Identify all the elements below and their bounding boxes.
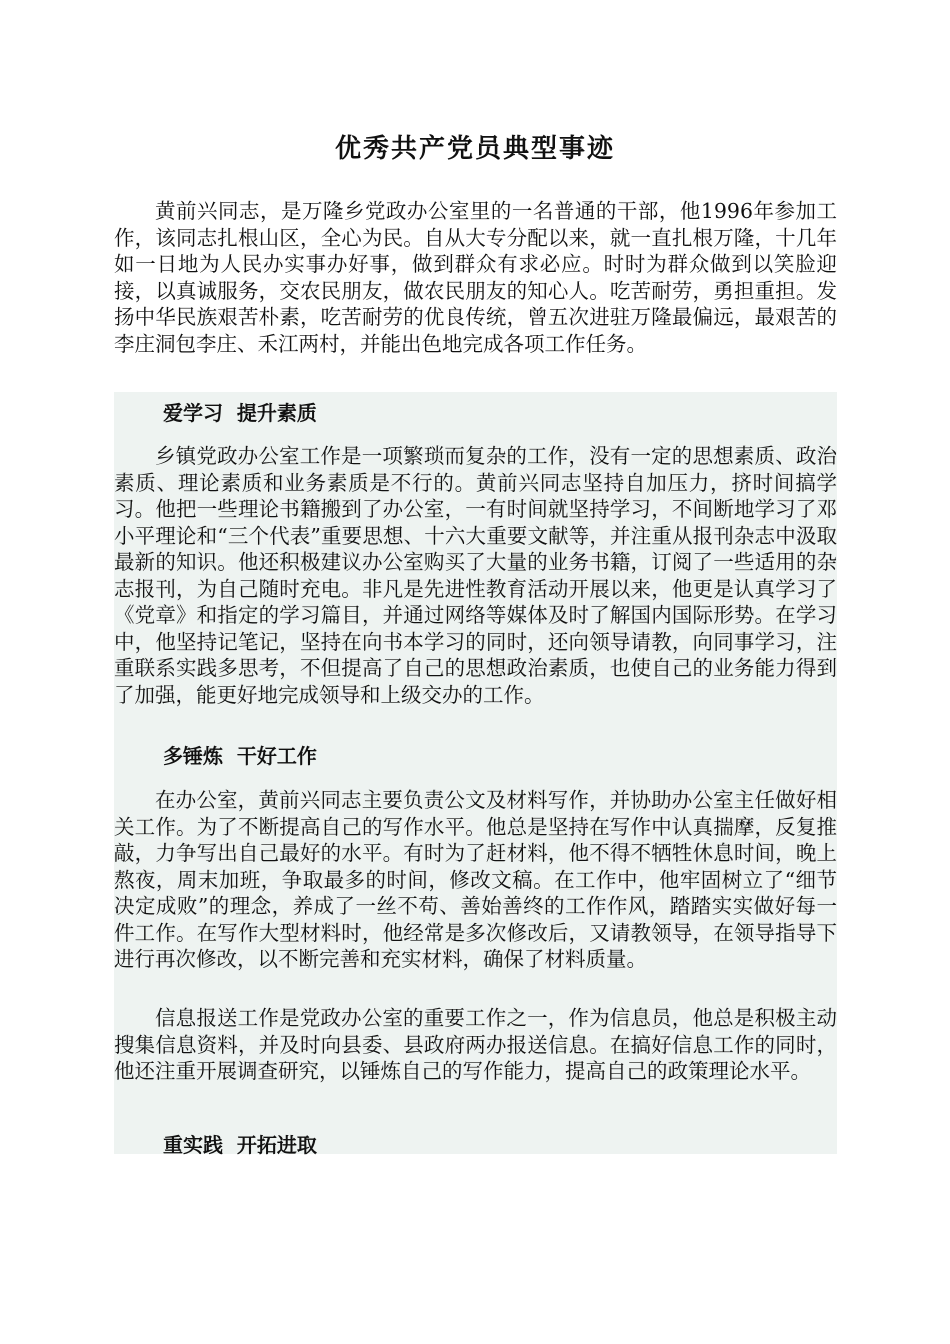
section-work-paragraph-2: 信息报送工作是党政办公室的重要工作之一，作为信息员，他总是积极主动搜集信息资料，并及时向县委、县政府两办报送信息。在搞好信息工作的同时，他还注重开展调查研究，以锤炼自己的写作能力，提高自己的政策理论水平。 xyxy=(114,1006,837,1083)
intro-paragraph: 黄前兴同志，是万隆乡党政办公室里的一名普通的干部，他1996年参加工作，该同志扎根山区，全心为民。自从大专分配以来，就一直扎根万隆，十几年如一日地为人民办实事办好事，做到群众有求必应。时时为群众做到以笑脸迎接，以真诚服务，交农民朋友，做农民朋友的知心人。吃苦耐劳，勇担重担。发扬中华民族艰苦朴素，吃苦耐劳的优良传统，曾五次进驻万隆最偏远，最艰苦的李庄洞包李庄、禾江两村，并能出色地完成各项工作任务。 xyxy=(114,199,837,356)
section-work-paragraph-1: 在办公室，黄前兴同志主要负责公文及材料写作，并协助办公室主任做好相关工作。为了不断提高自己的写作水平。他总是坚持在写作中认真揣摩，反复推敲，力争写出自己最好的水平。有时为了赶材料，他不得不牺牲休息时间，晚上熬夜，周末加班，争取最多的时间，修改文稿。在工作中，他牢固树立了“细节决定成败”的理念，养成了一丝不苟、善始善终的工作作风，踏踏实实做好每一件工作。在写作大型材料时，他经常是多次修改后，又请教领导，在领导指导下进行再次修改，以不断完善和充实材料，确保了材料质量。 xyxy=(114,788,837,971)
section-heading-practice: 重实践 开拓进取 xyxy=(163,1133,317,1157)
document-title: 优秀共产党员典型事迹 xyxy=(334,134,615,164)
section-study-paragraph: 乡镇党政办公室工作是一项繁琐而复杂的工作，没有一定的思想素质、政治素质、理论素质和业务素质是不行的。黄前兴同志坚持自加压力，挤时间搞学习。他把一些理论书籍搬到了办公室，一有时间就坚持学习，不间断地学习了邓小平理论和“三个代表”重要思想、十六大重要文献等，并注重从报刊杂志中汲取最新的知识。他还积极建议办公室购买了大量的业务书籍，订阅了一些适用的杂志报刊，为自己随时充电。非凡是先进性教育活动开展以来，他更是认真学习了《党章》和指定的学习篇目，并通过网络等媒体及时了解国内国际形势。在学习中，他坚持记笔记，坚持在向书本学习的同时，还向领导请教，向同事学习，注重联系实践多思考，不但提高了自己的思想政治素质，也使自己的业务能力得到了加强，能更好地完成领导和上级交办的工作。 xyxy=(114,444,837,707)
section-heading-study: 爱学习 提升素质 xyxy=(163,401,317,425)
section-heading-work: 多锤炼 干好工作 xyxy=(163,744,317,768)
